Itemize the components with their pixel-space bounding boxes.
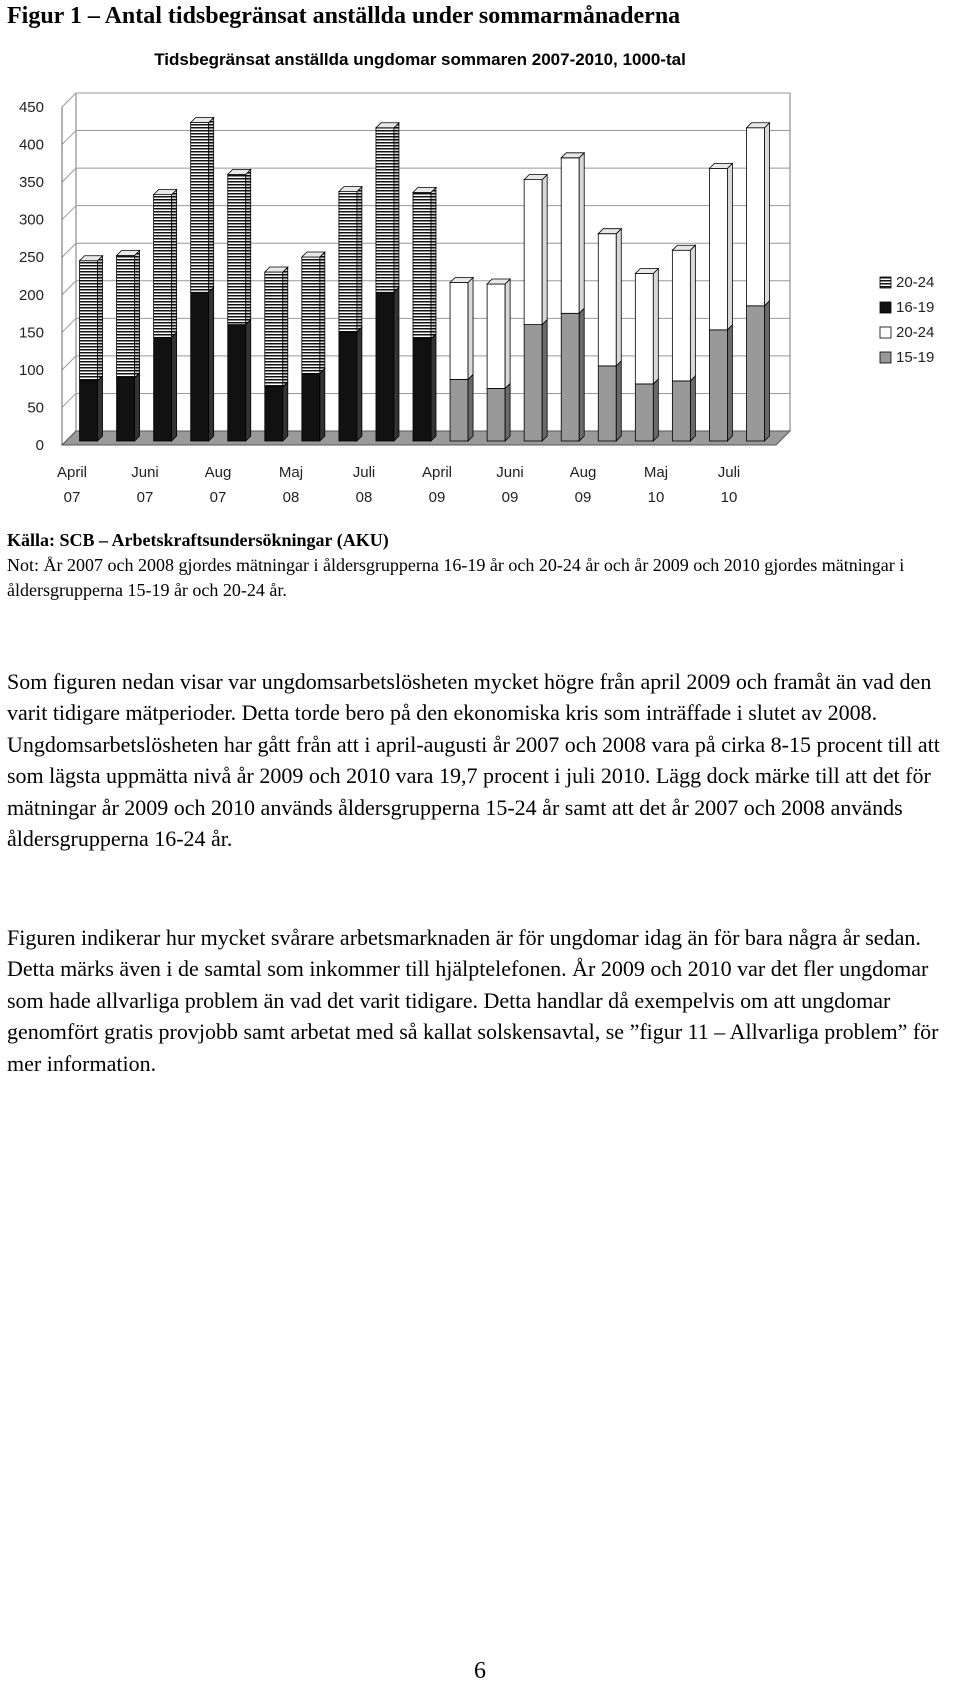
bar-upper-side: [172, 190, 177, 338]
bar-upper-side: [283, 267, 288, 387]
bar-lower: [561, 313, 579, 441]
bar-lower-side: [431, 334, 436, 441]
bar-upper: [376, 128, 394, 292]
bar-upper: [561, 158, 579, 313]
bar-upper-side: [135, 250, 140, 377]
bar-upper: [635, 274, 653, 384]
bar-lower-side: [98, 376, 103, 441]
gridline-diag: [62, 356, 76, 370]
x-tick-label: Maj: [643, 464, 669, 481]
bar-upper-side: [98, 256, 103, 381]
x-tick-label: 10: [647, 489, 665, 506]
y-tick-label: 300: [18, 211, 44, 229]
x-tick-label: 08: [355, 489, 373, 506]
chart-title: Tidsbegränsat anställda ungdomar sommaren 2007-2010, 1000-tal: [154, 50, 686, 69]
bar-upper: [413, 192, 431, 338]
x-tick-label: Juli: [717, 464, 741, 481]
y-tick-label: 100: [18, 361, 44, 379]
bar-upper-side: [505, 279, 510, 388]
gridline-diag: [62, 206, 76, 220]
bar-upper-side: [209, 118, 214, 293]
bar-chart: [0, 40, 960, 520]
bar-lower-side: [357, 327, 362, 441]
bar-upper-side: [764, 123, 769, 306]
bar-lower: [191, 292, 209, 441]
y-tick-label: 250: [18, 249, 44, 267]
legend-label: 16-19: [896, 299, 935, 316]
gridline-diag: [62, 131, 76, 145]
bar-lower: [709, 330, 727, 441]
bar-upper-side: [394, 123, 399, 292]
bar-lower-side: [172, 332, 177, 441]
gridline-diag: [62, 93, 76, 107]
bar-upper: [487, 284, 505, 388]
body-paragraph-2: Figuren indikerar hur mycket svårare arbetsmarknaden är för ungdomar idag än för bara några år sedan. Detta märks även i de samtal som inkommer till hjälptelefonen. År 2009 och 2010 var det fler ungdomar som hade allvarliga problem än vad det varit tidigare. Detta handlar då exempelvis om att ungdomar genomfört gratis provjobb samt arbetat med så kallat solskensavtal, se ”figur 11 – Allvarliga problem” för mer information.: [7, 925, 939, 1076]
x-tick-label: 09: [574, 489, 592, 506]
bar-lower: [80, 381, 98, 441]
bar-upper-side: [468, 278, 473, 380]
bar-lower-side: [246, 320, 251, 441]
source-note: Not: År 2007 och 2008 gjordes mätningar i åldersgrupperna 16-19 år och 20-24 år och år 2009 och 2010 gjordes mätningar i åldersgrupperna 15-19 år och 20-24 år.: [7, 555, 905, 600]
x-tick-label: 09: [501, 489, 519, 506]
bar-lower-side: [209, 287, 214, 441]
bar-lower: [228, 325, 246, 441]
bar-lower-side: [579, 308, 584, 441]
y-tick-label: 200: [18, 286, 44, 304]
gridline-diag: [62, 393, 76, 407]
bar-lower: [524, 325, 542, 441]
gridline-diag: [62, 243, 76, 257]
bar-upper: [302, 257, 320, 373]
x-tick-label: Juni: [496, 464, 524, 481]
x-tick-label: 10: [720, 489, 738, 506]
bar-lower-side: [135, 373, 140, 441]
bar-upper-side: [616, 229, 621, 366]
bar-lower: [265, 387, 283, 441]
bar-upper: [450, 283, 468, 380]
x-tick-label: 09: [428, 489, 446, 506]
bar-upper: [339, 192, 357, 332]
bar-lower: [154, 337, 172, 441]
y-tick-label: 450: [18, 99, 44, 116]
bar-upper: [598, 234, 616, 366]
bar-upper-side: [320, 252, 325, 373]
bar-upper-side: [542, 175, 547, 325]
y-tick-label: 0: [35, 437, 44, 454]
bar-lower: [413, 339, 431, 441]
bar-upper-side: [579, 153, 584, 313]
bar-lower: [376, 292, 394, 441]
y-tick-label: 350: [18, 174, 44, 192]
source-label: Källa: SCB – Arbetskraftsundersökningar (AKU): [7, 530, 389, 550]
bar-upper-side: [431, 187, 436, 338]
bar-lower-side: [542, 320, 547, 441]
bar-lower: [746, 306, 764, 441]
x-tick-label: 08: [282, 489, 300, 506]
y-tick-label: 50: [27, 399, 44, 417]
bar-lower-side: [690, 376, 695, 441]
body-paragraph-1: Som figuren nedan visar var ungdomsarbetslösheten mycket högre från april 2009 och framåt än vad den varit tidigare mätperioder. Detta torde bero på den ekonomiska kris som inträffade i slutet av 2008. Ungdomsarbetslösheten har gått från att i april-augusti år 2007 och 2008 vara på cirka 8-15 procent till att som lägsta uppmätta nivå år 2009 och 2010 vara 19,7 procent i juli 2010. Lägg dock märke till att det för mätningar år 2009 och 2010 används åldersgrupperna 15-24 år samt att det år 2007 och 2008 används åldersgrupperna 16-24 år.: [7, 669, 940, 852]
bar-upper: [265, 272, 283, 387]
bar-lower: [598, 366, 616, 441]
bar-upper: [524, 180, 542, 325]
x-tick-label: 07: [63, 489, 81, 506]
bar-lower: [672, 381, 690, 441]
x-tick-label: Maj: [278, 464, 304, 481]
bar-upper: [709, 168, 727, 329]
bar-upper: [672, 250, 690, 381]
chart-svg: [0, 40, 960, 520]
bar-upper: [154, 195, 172, 338]
bar-upper: [117, 255, 135, 377]
bar-upper: [191, 123, 209, 293]
gridline-diag: [62, 318, 76, 332]
bar-lower-side: [616, 361, 621, 441]
legend-swatch: [880, 352, 891, 363]
bar-lower: [302, 373, 320, 441]
bar-upper: [746, 128, 764, 306]
gridline-diag: [62, 281, 76, 295]
bar-upper: [228, 174, 246, 324]
legend-swatch: [880, 277, 891, 288]
figure-title: Figur 1 – Antal tidsbegränsat anställda under sommarmånaderna: [7, 3, 681, 29]
x-tick-label: Aug: [569, 464, 597, 481]
bar-lower: [450, 379, 468, 441]
x-tick-label: April: [56, 464, 88, 481]
legend-label: 15-19: [896, 349, 935, 366]
bar-lower-side: [394, 287, 399, 441]
bar-lower-side: [727, 325, 732, 441]
bar-lower-side: [468, 374, 473, 441]
bar-lower: [487, 388, 505, 441]
bar-lower: [117, 378, 135, 441]
bar-upper-side: [246, 169, 251, 324]
x-tick-label: Juni: [131, 464, 159, 481]
legend-label: 20-24: [896, 274, 935, 291]
x-tick-label: April: [421, 464, 453, 481]
bar-upper-side: [727, 163, 732, 329]
bar-lower-side: [653, 379, 658, 441]
legend-swatch: [880, 302, 891, 313]
bar-lower-side: [764, 301, 769, 441]
legend-label: 20-24: [896, 324, 935, 341]
x-tick-label: 07: [209, 489, 227, 506]
bar-lower-side: [505, 383, 510, 441]
page-number: 6: [474, 1658, 486, 1684]
bar-lower: [339, 332, 357, 441]
y-tick-label: 400: [18, 136, 44, 154]
gridline-diag: [62, 168, 76, 182]
x-tick-label: Juli: [352, 464, 376, 481]
bar-upper-side: [653, 269, 658, 384]
bar-upper: [80, 261, 98, 381]
bar-upper-side: [357, 187, 362, 332]
bar-upper-side: [690, 245, 695, 381]
chart-source: [7, 528, 947, 603]
x-tick-label: 07: [136, 489, 154, 506]
bar-lower: [635, 384, 653, 441]
bar-lower-side: [320, 368, 325, 441]
x-tick-label: Aug: [204, 464, 232, 481]
y-tick-label: 150: [18, 324, 44, 342]
bar-lower-side: [283, 382, 288, 441]
legend-swatch: [880, 327, 891, 338]
